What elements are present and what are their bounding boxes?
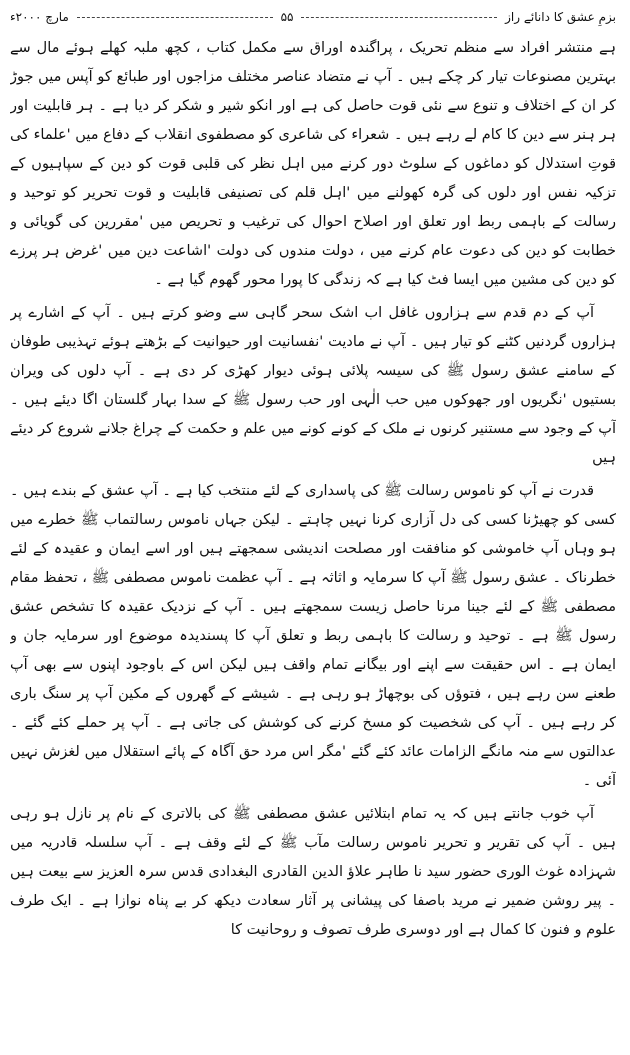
- paragraph: آپ خوب جانتے ہیں کہ یہ تمام ابتلائیں عشق مصطفی ﷺ کی بالاتری کے نام پر نازل ہو رہی ہیں ۔ آپ کی تقریر و تحریر ناموس رسالت مآب ﷺ کے لئے وقف ہے ۔ آپ سلسلہ قادریہ میں شہزادہ غوث الوری حضور سید نا طاہر علاؤ الدین القادری البغدادی قدس سرہ العزیز سے بیعت ہیں ۔ پیر روشن ضمیر نے مرید باصفا کی پیشانی پر آثار سعادت دیکھ کر بے پناہ نوازا ہے ۔ ایک طرف علوم و فنون کا کمال ہے اور دوسری طرف تصوف و روحانیت کا: [10, 806, 616, 938]
- paragraph: ہے منتشر افراد سے منظم تحریک ، پراگندہ اوراق سے مکمل کتاب ، کچھ ملبہ کھلے ہوئے مال سے بہترین مصنوعات تیار کر چکے ہیں ۔ آپ نے متضاد عناصر مختلف مزاجوں اور طبائع کو آپس میں جوڑ کر ان کے اختلاف و تنوع سے نئی قوت حاصل کی ہے اور انکو شیر و شکر کر دیا ہے ۔ ہر قابلیت اور ہر ہنر سے دین کا کام لے رہے ہیں ۔ شعراء کی شاعری کو مصطفوی انقلاب کے دفاع میں 'علماء کی قوتِ استدلال کو دماغوں کے سلوٹ دور کرنے میں اہل نظر کی قلبی قوت کو دین کے سپاہیوں کے تزکیہ نفس اور دلوں کی گرہ کھولنے میں 'اہل قلم کی تصنیفی قابلیت و قوت تحریر کو توحید و رسالت کے باہمی ربط اور تعلق اور اصلاح احوال کی ترغیب و تحریص میں 'مقررین کی گویائی و خطابت کو دین کی دعوت عام کرنے میں ، دولت مندوں کی دولت 'اشاعت دین میں 'غرض ہر پرزے کو دین کی مشین میں ایسا فٹ کیا ہے کہ زندگی کا پورا محور گھوم گیا ہے ۔: [10, 40, 616, 288]
- header-date: مارچ ۲۰۰۰ء: [9, 10, 69, 24]
- paragraph: قدرت نے آپ کو ناموس رسالت ﷺ کی پاسداری کے لئے منتخب کیا ہے ۔ آپ عشق کے بندے ہیں ۔ کسی کو چھیڑنا کسی کی دل آزاری کرنا نہیں چاہتے ۔ لیکن جہاں ناموس رسالتماب ﷺ خطرے میں ہو وہاں آپ خاموشی کو منافقت اور مصلحت اندیشی سمجھتے ہیں اور اسے ایمان و عقیدہ کے لئے خطرناک ۔ عشق رسول ﷺ آپ کا سرمایہ و اثاثہ ہے ۔ آپ عظمت ناموس مصطفی ﷺ ، تحفظ مقام مصطفی ﷺ کے لئے جینا مرنا حاصل زیست سمجھتے ہیں ۔ آپ کے نزدیک عقیدہ کا تشخص عشق رسول ﷺ ہے ۔ توحید و رسالت کا باہمی ربط و تعلق آپ کا پسندیدہ موضوع اور سرمایہ جان و ایمان ہے ۔ اس حقیقت سے اپنے اور بیگانے تمام واقف ہیں لیکن اس کے باوجود اپنوں سے بھی آپ طعنے سن رہے ہیں ، فتوؤں کی بوچھاڑ ہو رہی ہے ۔ شیشے کے گھروں کے مکین آپ پر سنگ باری کر رہے ہیں ۔ آپ کی شخصیت کو مسخ کرنے کی کوشش کی جاتی ہے ۔ آپ پر حملے کئے گئے ۔ عدالتوں سے منہ مانگے الزامات عائد کئے گئے 'مگر اس مرد حق آگاہ کے پائے استقلال میں لغزش نہیں آئی ۔: [10, 483, 616, 789]
- paragraph: آپ کے دم قدم سے ہزاروں غافل اب اشک سحر گاہی سے وضو کرتے ہیں ۔ آپ کے اشارے پر ہزاروں گردنیں کٹنے کو تیار ہیں ۔ آپ نے مادیت 'نفسانیت اور حیوانیت کے بڑھتے ہوئے تہذیبی طوفان کے سامنے عشق رسول ﷺ کی سیسہ پلائی ہوئی دیوار کھڑی کر دی ہے ۔ آپ دلوں کی ویران بستیوں 'نگریوں اور جھوکوں میں حب الٰہی اور حب رسول ﷺ کے سدا بہار گلستان اگا دیئے ہیں ۔ آپ کے وجود سے مستنیر کرنوں نے ملک کے کونے کونے میں علم و حکمت کے چراغ جلانے شروع کر دیئے ہیں: [10, 305, 616, 466]
- running-header: [10, 6, 616, 28]
- header-rule: [77, 17, 273, 18]
- header-rule: [301, 17, 497, 18]
- header-title: بزمِ عشق کا دانائے راز: [505, 10, 616, 24]
- page-number: ۵۵: [280, 10, 294, 24]
- article-body: [10, 34, 616, 1049]
